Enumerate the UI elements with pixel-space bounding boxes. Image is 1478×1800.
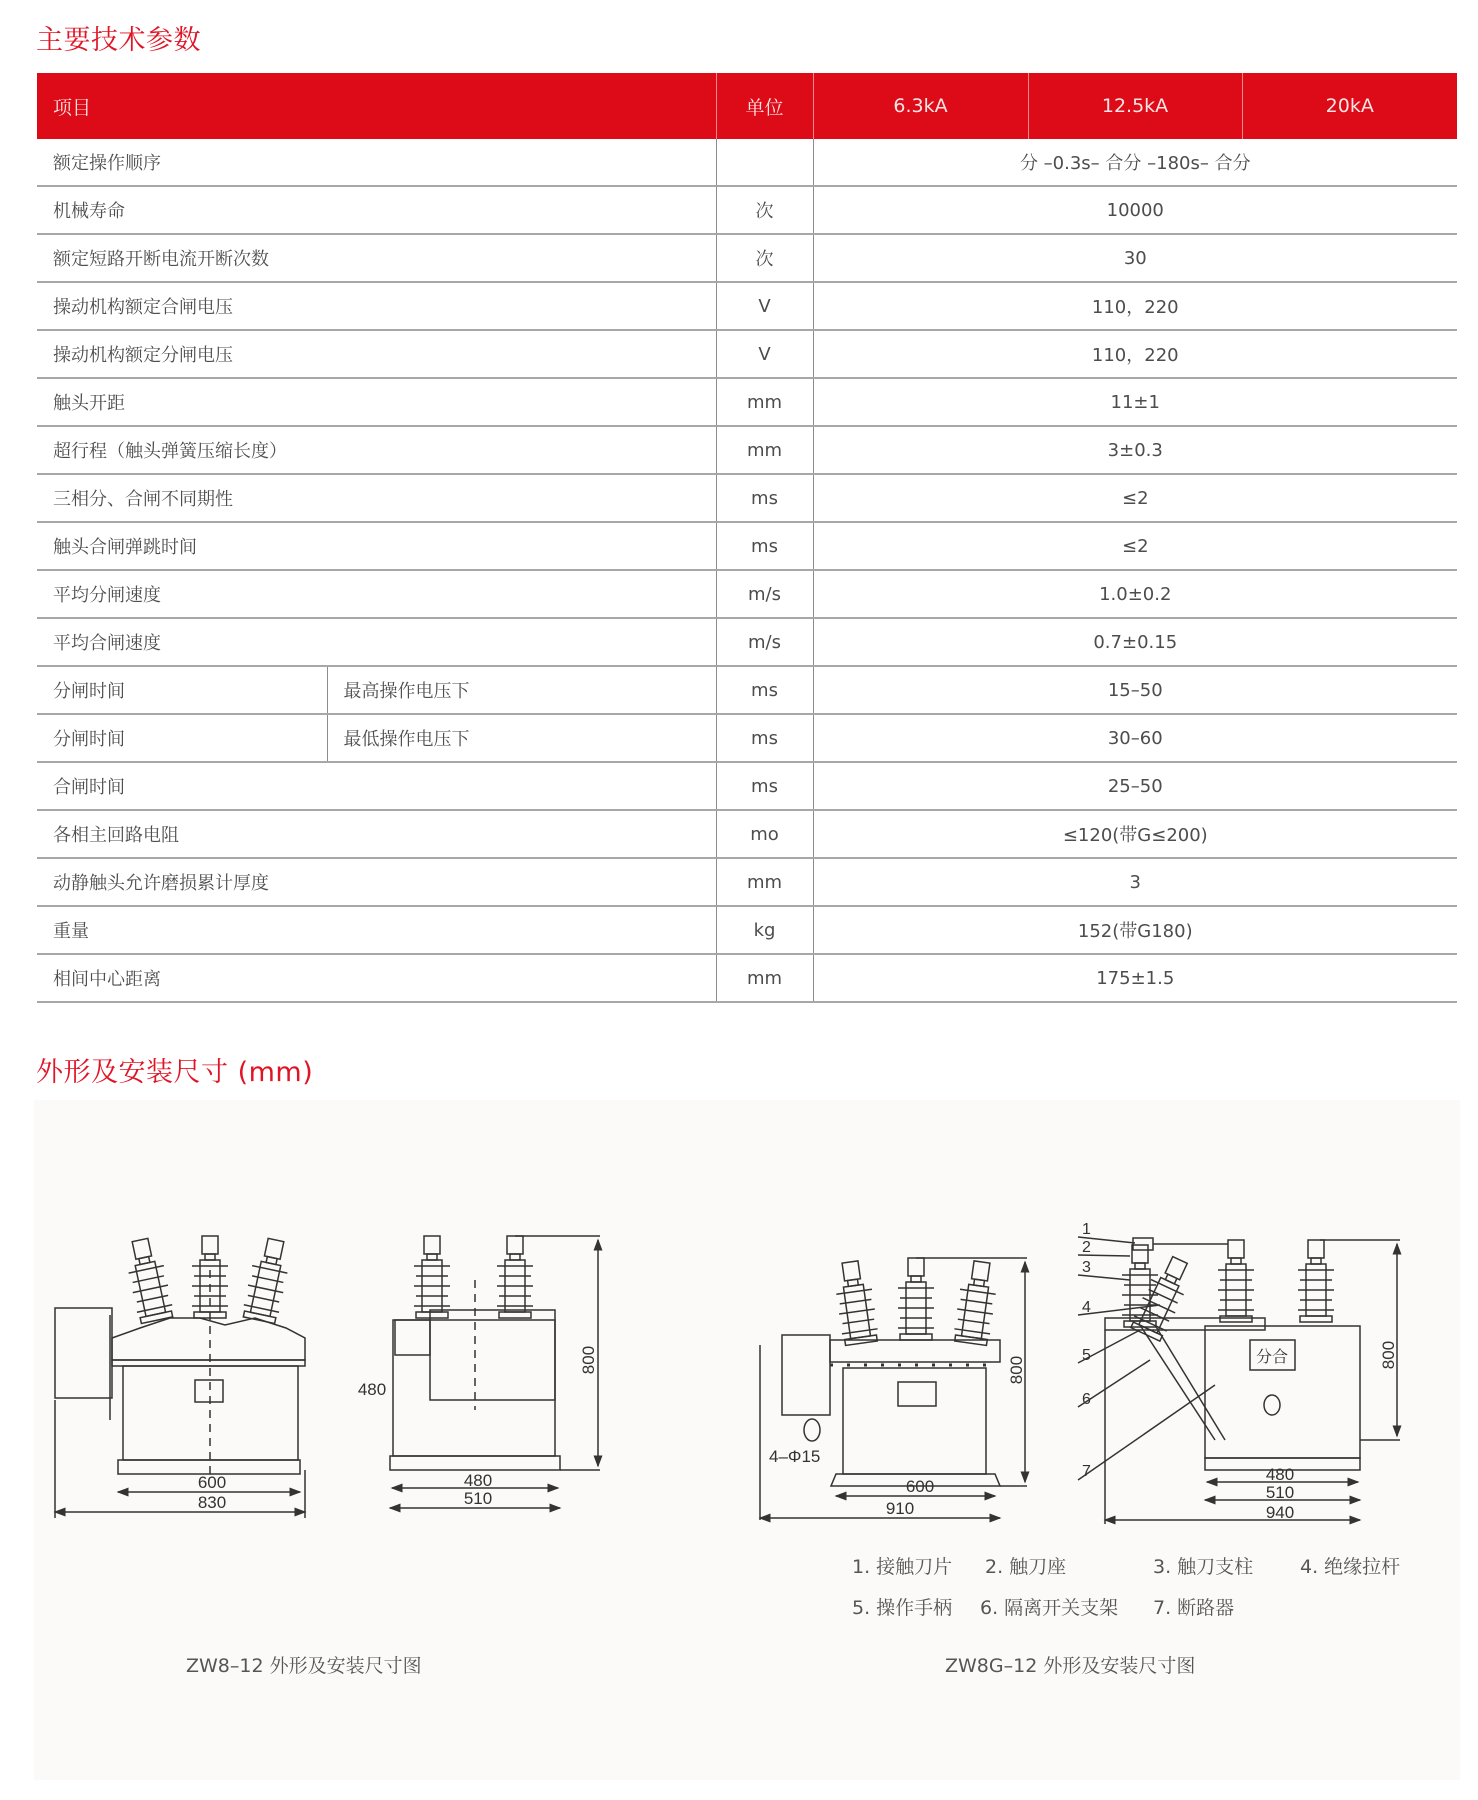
svg-text:480: 480 [463, 1471, 493, 1490]
header-12-5ka: 12.5kA [1028, 73, 1242, 139]
svg-text:830: 830 [197, 1493, 227, 1512]
row-value: ≤120(带G≤200) [813, 810, 1457, 858]
row-item: 分闸时间 [37, 666, 327, 714]
header-6-3ka: 6.3kA [813, 73, 1028, 139]
row-value: 175±1.5 [813, 954, 1457, 1002]
row-value: 25–50 [813, 762, 1457, 810]
row-value: 10000 [813, 186, 1457, 234]
row-item: 操动机构额定合闸电压 [37, 282, 716, 330]
row-unit: mm [716, 378, 813, 426]
spec-section-title: 主要技术参数 [36, 25, 201, 56]
svg-text:600: 600 [197, 1473, 227, 1492]
row-item: 重量 [37, 906, 716, 954]
legend-item-6: 6. 隔离开关支架 [980, 1597, 1119, 1619]
row-item: 触头合闸弹跳时间 [37, 522, 716, 570]
row-unit: ms [716, 714, 813, 762]
zw8-front-view [55, 1236, 305, 1518]
svg-text:510: 510 [1265, 1483, 1295, 1502]
row-item: 合闸时间 [37, 762, 716, 810]
row-item: 触头开距 [37, 378, 716, 426]
svg-text:800: 800 [1379, 1340, 1398, 1370]
svg-text:1: 1 [1082, 1221, 1091, 1238]
row-value: 110，220 [813, 282, 1457, 330]
zw8-side-view [358, 1236, 600, 1508]
row-unit: ms [716, 762, 813, 810]
row-item: 三相分、合闸不同期性 [37, 474, 716, 522]
row-unit: mm [716, 858, 813, 906]
svg-text:4–Φ15: 4–Φ15 [769, 1447, 821, 1466]
svg-text:910: 910 [885, 1499, 915, 1518]
row-item: 分闸时间 [37, 714, 327, 762]
zw8g-side-view [1078, 1221, 1400, 1524]
svg-text:3: 3 [1082, 1259, 1091, 1276]
row-unit: ms [716, 666, 813, 714]
row-value: 30–60 [813, 714, 1457, 762]
row-unit: kg [716, 906, 813, 954]
row-item: 平均分闸速度 [37, 570, 716, 618]
svg-text:480: 480 [1265, 1465, 1295, 1484]
row-value: 0.7±0.15 [813, 618, 1457, 666]
zw8g-caption: ZW8G–12 外形及安装尺寸图 [945, 1655, 1196, 1677]
row-unit: ms [716, 522, 813, 570]
legend-item-4: 4. 绝缘拉杆 [1300, 1556, 1401, 1578]
row-unit: V [716, 282, 813, 330]
row-item: 动静触头允许磨损累计厚度 [37, 858, 716, 906]
header-20ka: 20kA [1242, 73, 1457, 139]
svg-text:800: 800 [1007, 1355, 1026, 1385]
row-unit: mm [716, 426, 813, 474]
row-value: 3 [813, 858, 1457, 906]
svg-text:分合: 分合 [1255, 1349, 1289, 1366]
header-item: 项目 [37, 73, 716, 139]
row-sub-item: 最高操作电压下 [327, 666, 716, 714]
row-sub-item: 最低操作电压下 [327, 714, 716, 762]
svg-text:4: 4 [1082, 1299, 1091, 1316]
row-value: 分 –0.3s– 合分 –180s– 合分 [813, 139, 1457, 186]
row-item: 额定短路开断电流开断次数 [37, 234, 716, 282]
row-item: 操动机构额定分闸电压 [37, 330, 716, 378]
row-item: 额定操作顺序 [37, 139, 716, 186]
svg-text:7: 7 [1082, 1463, 1091, 1480]
row-value: 15–50 [813, 666, 1457, 714]
row-item: 相间中心距离 [37, 954, 716, 1002]
row-unit: V [716, 330, 813, 378]
legend-item-7: 7. 断路器 [1153, 1597, 1235, 1619]
row-unit: mm [716, 954, 813, 1002]
row-unit: m/s [716, 618, 813, 666]
row-unit: mo [716, 810, 813, 858]
row-item: 机械寿命 [37, 186, 716, 234]
svg-text:480: 480 [357, 1380, 387, 1399]
row-value: 1.0±0.2 [813, 570, 1457, 618]
row-item: 各相主回路电阻 [37, 810, 716, 858]
svg-text:940: 940 [1265, 1503, 1295, 1522]
row-unit: 次 [716, 234, 813, 282]
row-item: 超行程（触头弹簧压缩长度） [37, 426, 716, 474]
row-value: ≤2 [813, 522, 1457, 570]
row-value: 110，220 [813, 330, 1457, 378]
svg-text:5: 5 [1082, 1347, 1091, 1364]
svg-text:6: 6 [1082, 1391, 1091, 1408]
row-value: 3±0.3 [813, 426, 1457, 474]
legend-item-1: 1. 接触刀片 [852, 1556, 953, 1578]
row-unit: ms [716, 474, 813, 522]
row-value: 152(带G180) [813, 906, 1457, 954]
row-value: 11±1 [813, 378, 1457, 426]
zw8-caption: ZW8–12 外形及安装尺寸图 [186, 1655, 422, 1677]
dims-section-title: 外形及安装尺寸 (mm) [36, 1057, 314, 1088]
header-unit: 单位 [716, 73, 813, 139]
row-value: ≤2 [813, 474, 1457, 522]
legend-item-5: 5. 操作手柄 [852, 1597, 953, 1619]
svg-text:800: 800 [579, 1345, 598, 1375]
zw8g-front-view [760, 1258, 1027, 1520]
svg-text:2: 2 [1082, 1239, 1091, 1256]
row-unit: 次 [716, 186, 813, 234]
row-unit: m/s [716, 570, 813, 618]
row-value: 30 [813, 234, 1457, 282]
row-item: 平均合闸速度 [37, 618, 716, 666]
svg-text:510: 510 [463, 1489, 493, 1508]
legend-item-2: 2. 触刀座 [985, 1556, 1067, 1578]
svg-text:600: 600 [905, 1477, 935, 1496]
legend-item-3: 3. 触刀支柱 [1153, 1556, 1254, 1578]
